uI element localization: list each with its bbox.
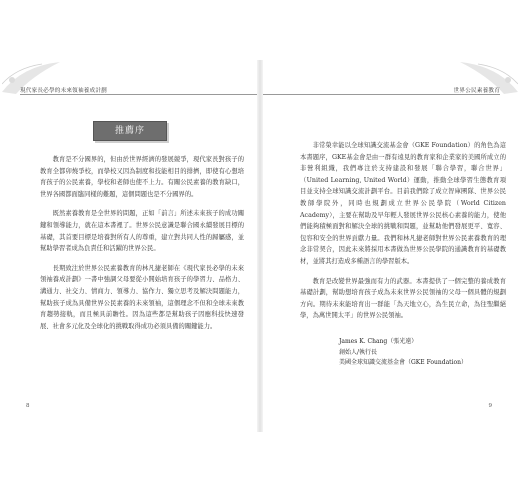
signature-block xyxy=(339,337,467,369)
signature-name: James K. Chang（張光遠） xyxy=(339,338,418,345)
paragraph: 長期致注於世界公民素養教育的林凡捷老師在《現代家長必學的未來領袖養成計劃》一書中強調父母要從小開始培育孩子的學習力、品格力、溝通力、社交力、情商力、領導力、協作力、獨立思考及解決問題能力，幫助孩子成為具備世界公民素養的未來領袖，這個理念不但和全球未來教育趨勢接軌，而且極具前瞻性。因為這些都是幫助孩子因應科技快速發展、社會多元化及全球化的挑戰取得成功必須具備的關鍵能力。 xyxy=(40,264,244,330)
signature-role: 創始人/執行長 xyxy=(339,348,378,356)
right-body-text xyxy=(300,140,506,330)
left-body-text xyxy=(40,154,244,340)
signature-org: 美國全球知識交流基金會（GKE Foundation） xyxy=(339,359,467,366)
preface-title: 推薦序 xyxy=(93,121,167,141)
left-page xyxy=(2,0,257,500)
page-number: 8 xyxy=(26,403,30,409)
paragraph: 教育是不分國界的，但由於世界經濟的發展競爭，現代家長對孩子的教育全都卯燒爭校，而學校又因為制度和技能相目的排擠，即使有心想培育孩子的公民素養，學校和老師也使不上力。有關公民素養的教育缺口，世界各國都面臨同樣的難題，這個問題也是不分國界的。 xyxy=(40,156,244,198)
running-head: 現代家長必學的未來領袖養成計劃 xyxy=(20,88,107,94)
running-head: 世界公民素養教育 xyxy=(453,88,500,94)
paragraph: 非常榮幸能以全球知識交流基金會（GKE Foundation）的角色為這本書題序，GKE基金會是由一群有遠見的教育家和企業家的美國所成立的非營利組織，我們專注於支持建設和發展「聯合學習，聯合世界」（United Learning, United World）運動，推動全球學習生態教育項目並支持全球知識交流計劃平台。目前我們除了成立智庫團隊、世界公民教師學院外，同時也規劃成立世界公民學院（World Citizen Academy），主要在幫助及早年輕人發展世界公民核心素養的能力，使他們能夠積極面對和解決全球的挑戰和問題，並幫助他們發展更平、寬容、包容和安全的世界貢獻力量。我們和林凡捷老師對世界公民素養教育的理念非常契合，因此未來將採用本書做為世界公民學院的通識教育的基礎教材，並將其打造成多種語言的學習版本。 xyxy=(300,142,506,265)
header-rule xyxy=(263,94,500,95)
page-number: 9 xyxy=(488,403,492,409)
right-page xyxy=(263,0,518,500)
paragraph: 既然素養教育是全世界的問題，正如「前言」所述未來孩子的成功關鍵和領導能力，就在這本書裡了。世界公民意識是聯合國永續發展目標的基礎，其首要目標是培養對所有人的尊重，建立對共同人性的歸屬感，並幫助學習者成為負責任和活躍的世界公民。 xyxy=(40,210,244,253)
header-rule xyxy=(20,94,257,95)
paragraph: 教育是改變世界最強而有力的武器。本書提供了一個完整的養成教育基礎計劃，幫助想培育孩子成為未來世界公民領袖的父母一個具體的規劃方向。期待未來能培育出一群能「為天地立心，為生民立命，為往聖繼絕學，為萬世開太平」的世界公民領袖。 xyxy=(300,277,506,320)
